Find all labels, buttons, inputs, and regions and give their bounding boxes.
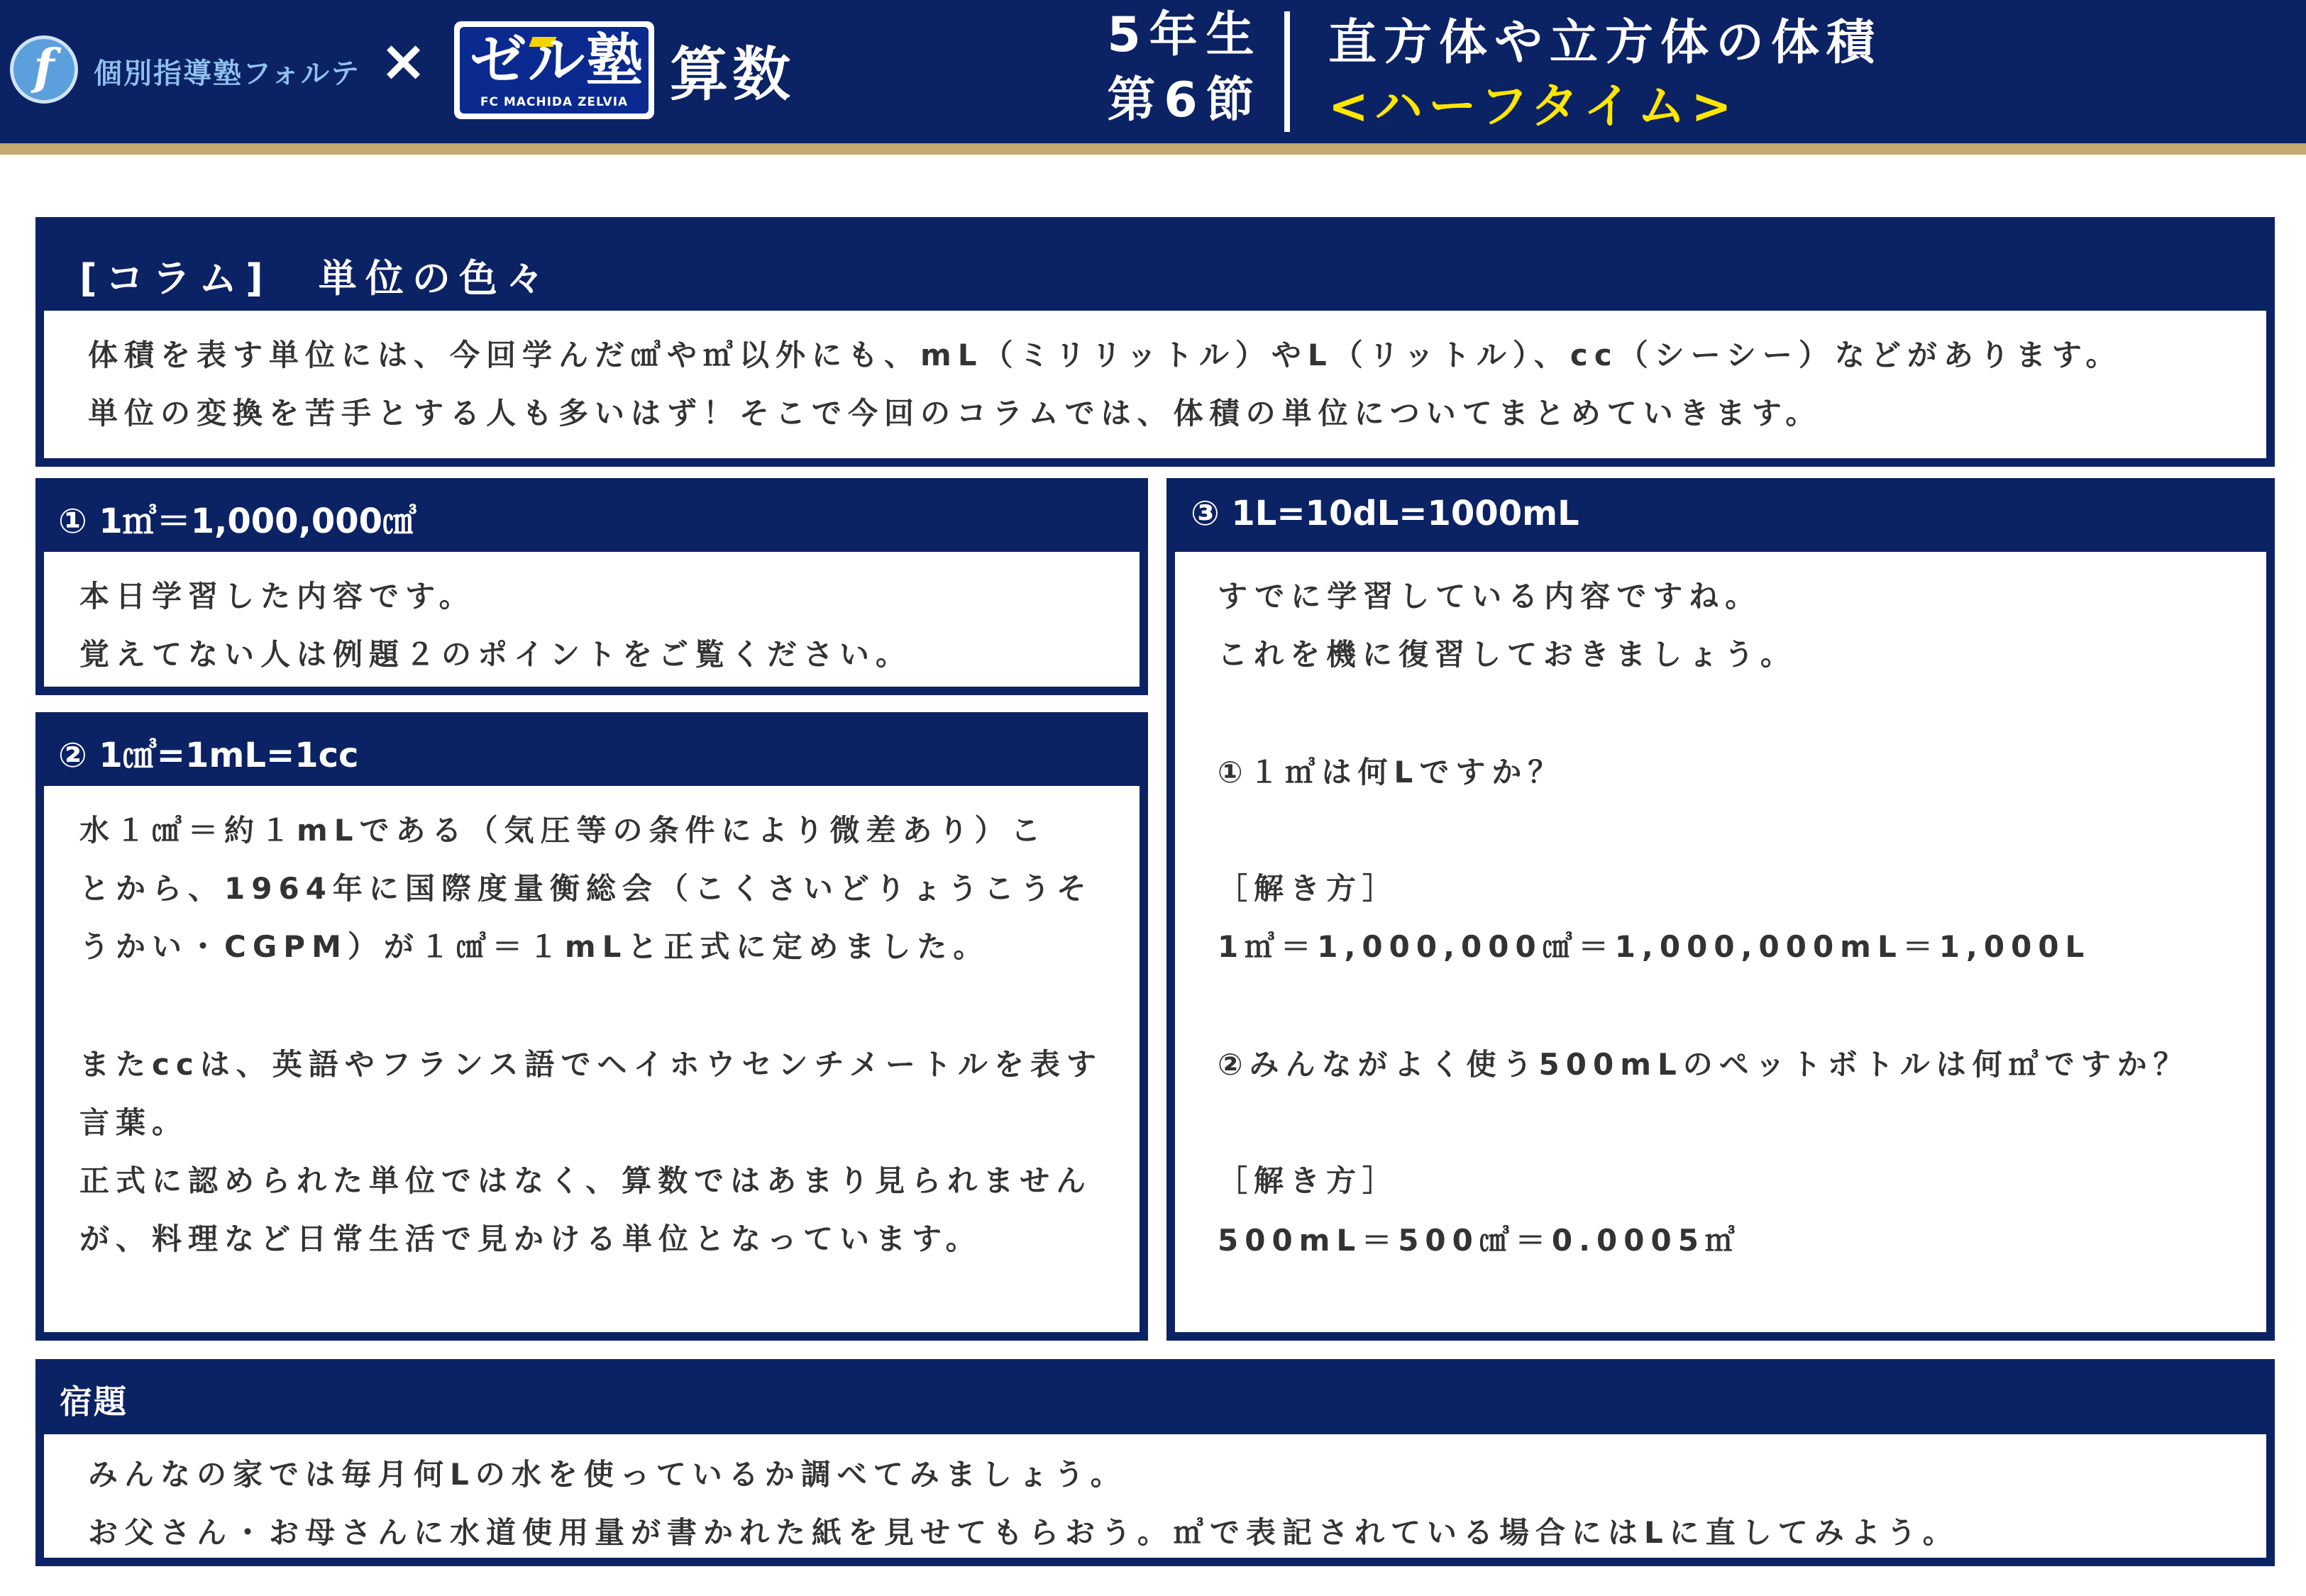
- question-2: ②みんながよく使う500mLのペットボトルは何㎥ですか？: [1218, 1047, 2190, 1082]
- lesson-number: 第6節: [1107, 72, 1263, 129]
- zel-juku-subtitle: FC MACHIDA ZELVIA: [480, 95, 629, 109]
- section-3-title: ③ 1L=10dL=1000mL: [1191, 494, 1579, 533]
- section-2-line: 言葉。: [79, 1105, 189, 1140]
- question-1: ①１㎥は何Lですか？: [1218, 755, 1565, 789]
- solution-2: 500mL＝500㎤＝0.0005㎥: [1218, 1223, 1741, 1258]
- column-intro-body: [44, 311, 2266, 458]
- homework-panel: [35, 1359, 2275, 1566]
- section-3-panel: [1166, 478, 2275, 1341]
- column-title: [コラム] 単位の色々: [79, 256, 553, 301]
- intro-line: 単位の変換を苦手とする人も多いはず！そこで今回のコラムでは、体積の単位についてまとめていきます。: [88, 396, 1822, 431]
- section-2-line: うかい・CGPM）が１㎤＝１mLと正式に定めました。: [79, 929, 990, 964]
- lesson-title: 直方体や立方体の体積: [1328, 15, 1882, 71]
- header-bar: [0, 0, 2306, 143]
- homework-title: 宿題: [60, 1382, 128, 1421]
- solution-heading: ［解き方］: [1218, 871, 1399, 906]
- section-1-line: 覚えてない人は例題２のポイントをご覧ください。: [79, 637, 912, 672]
- forte-brand-name: 個別指導塾フォルテ: [94, 57, 360, 90]
- section-2-title: ② 1㎤=1mL=1cc: [58, 736, 359, 775]
- header-divider: [1284, 11, 1290, 132]
- section-1-title: ① 1㎥＝1,000,000㎤: [58, 501, 417, 541]
- grade-block: [1093, 3, 1277, 134]
- intro-line: 体積を表す単位には、今回学んだ㎤や㎥以外にも、mL（ミリリットル）やL（リットル）、cc（シーシー）などがあります。: [88, 338, 2122, 372]
- section-1-line: 本日学習した内容です。: [79, 579, 475, 614]
- section-2-body: [44, 786, 1140, 1332]
- section-3-line: これを機に復習しておきましょう。: [1218, 637, 1797, 672]
- header-gold-stripe: [0, 143, 2306, 155]
- forte-logo-icon: f: [10, 35, 78, 104]
- solution-1: 1㎥＝1,000,000㎤＝1,000,000mL＝1,000L: [1218, 929, 2091, 964]
- homework-body: [44, 1434, 2266, 1558]
- section-2-line: が、料理など日常生活で見かける単位となっています。: [79, 1221, 982, 1256]
- section-1-panel: [35, 478, 1148, 695]
- homework-line: お父さん・お母さんに水道使用量が書かれた紙を見せてもらおう。㎥で表記されている場合にはLに直してみよう。: [88, 1515, 1959, 1550]
- zelvia-juku-logo: [454, 21, 654, 119]
- zel-juku-wordmark: ゼル塾: [470, 28, 644, 94]
- section-3-body: [1175, 552, 2266, 1332]
- section-2-line: とから、1964年に国際度量衡総会（こくさいどりょうこうそ: [79, 871, 1093, 906]
- section-2-line: またccは、英語やフランス語でヘイホウセンチメートルを表す: [79, 1047, 1103, 1082]
- subject-label: 算数: [670, 41, 795, 109]
- grade-label: 5年生: [1107, 7, 1263, 63]
- section-1-body: [44, 552, 1140, 687]
- section-2-line: 正式に認められた単位ではなく、算数ではあまり見られません: [79, 1163, 1093, 1198]
- lesson-subtitle: <ハーフタイム>: [1328, 79, 1738, 135]
- section-3-line: すでに学習している内容ですね。: [1218, 579, 1762, 614]
- homework-line: みんなの家では毎月何Lの水を使っているか調べてみましょう。: [88, 1457, 1127, 1492]
- section-2-panel: [35, 712, 1148, 1341]
- column-intro-panel: [35, 217, 2275, 467]
- collaboration-cross: ×: [380, 28, 428, 94]
- solution-heading: ［解き方］: [1218, 1163, 1399, 1198]
- section-2-line: 水１㎤＝約１mLである（気圧等の条件により微差あり）こ: [79, 813, 1047, 848]
